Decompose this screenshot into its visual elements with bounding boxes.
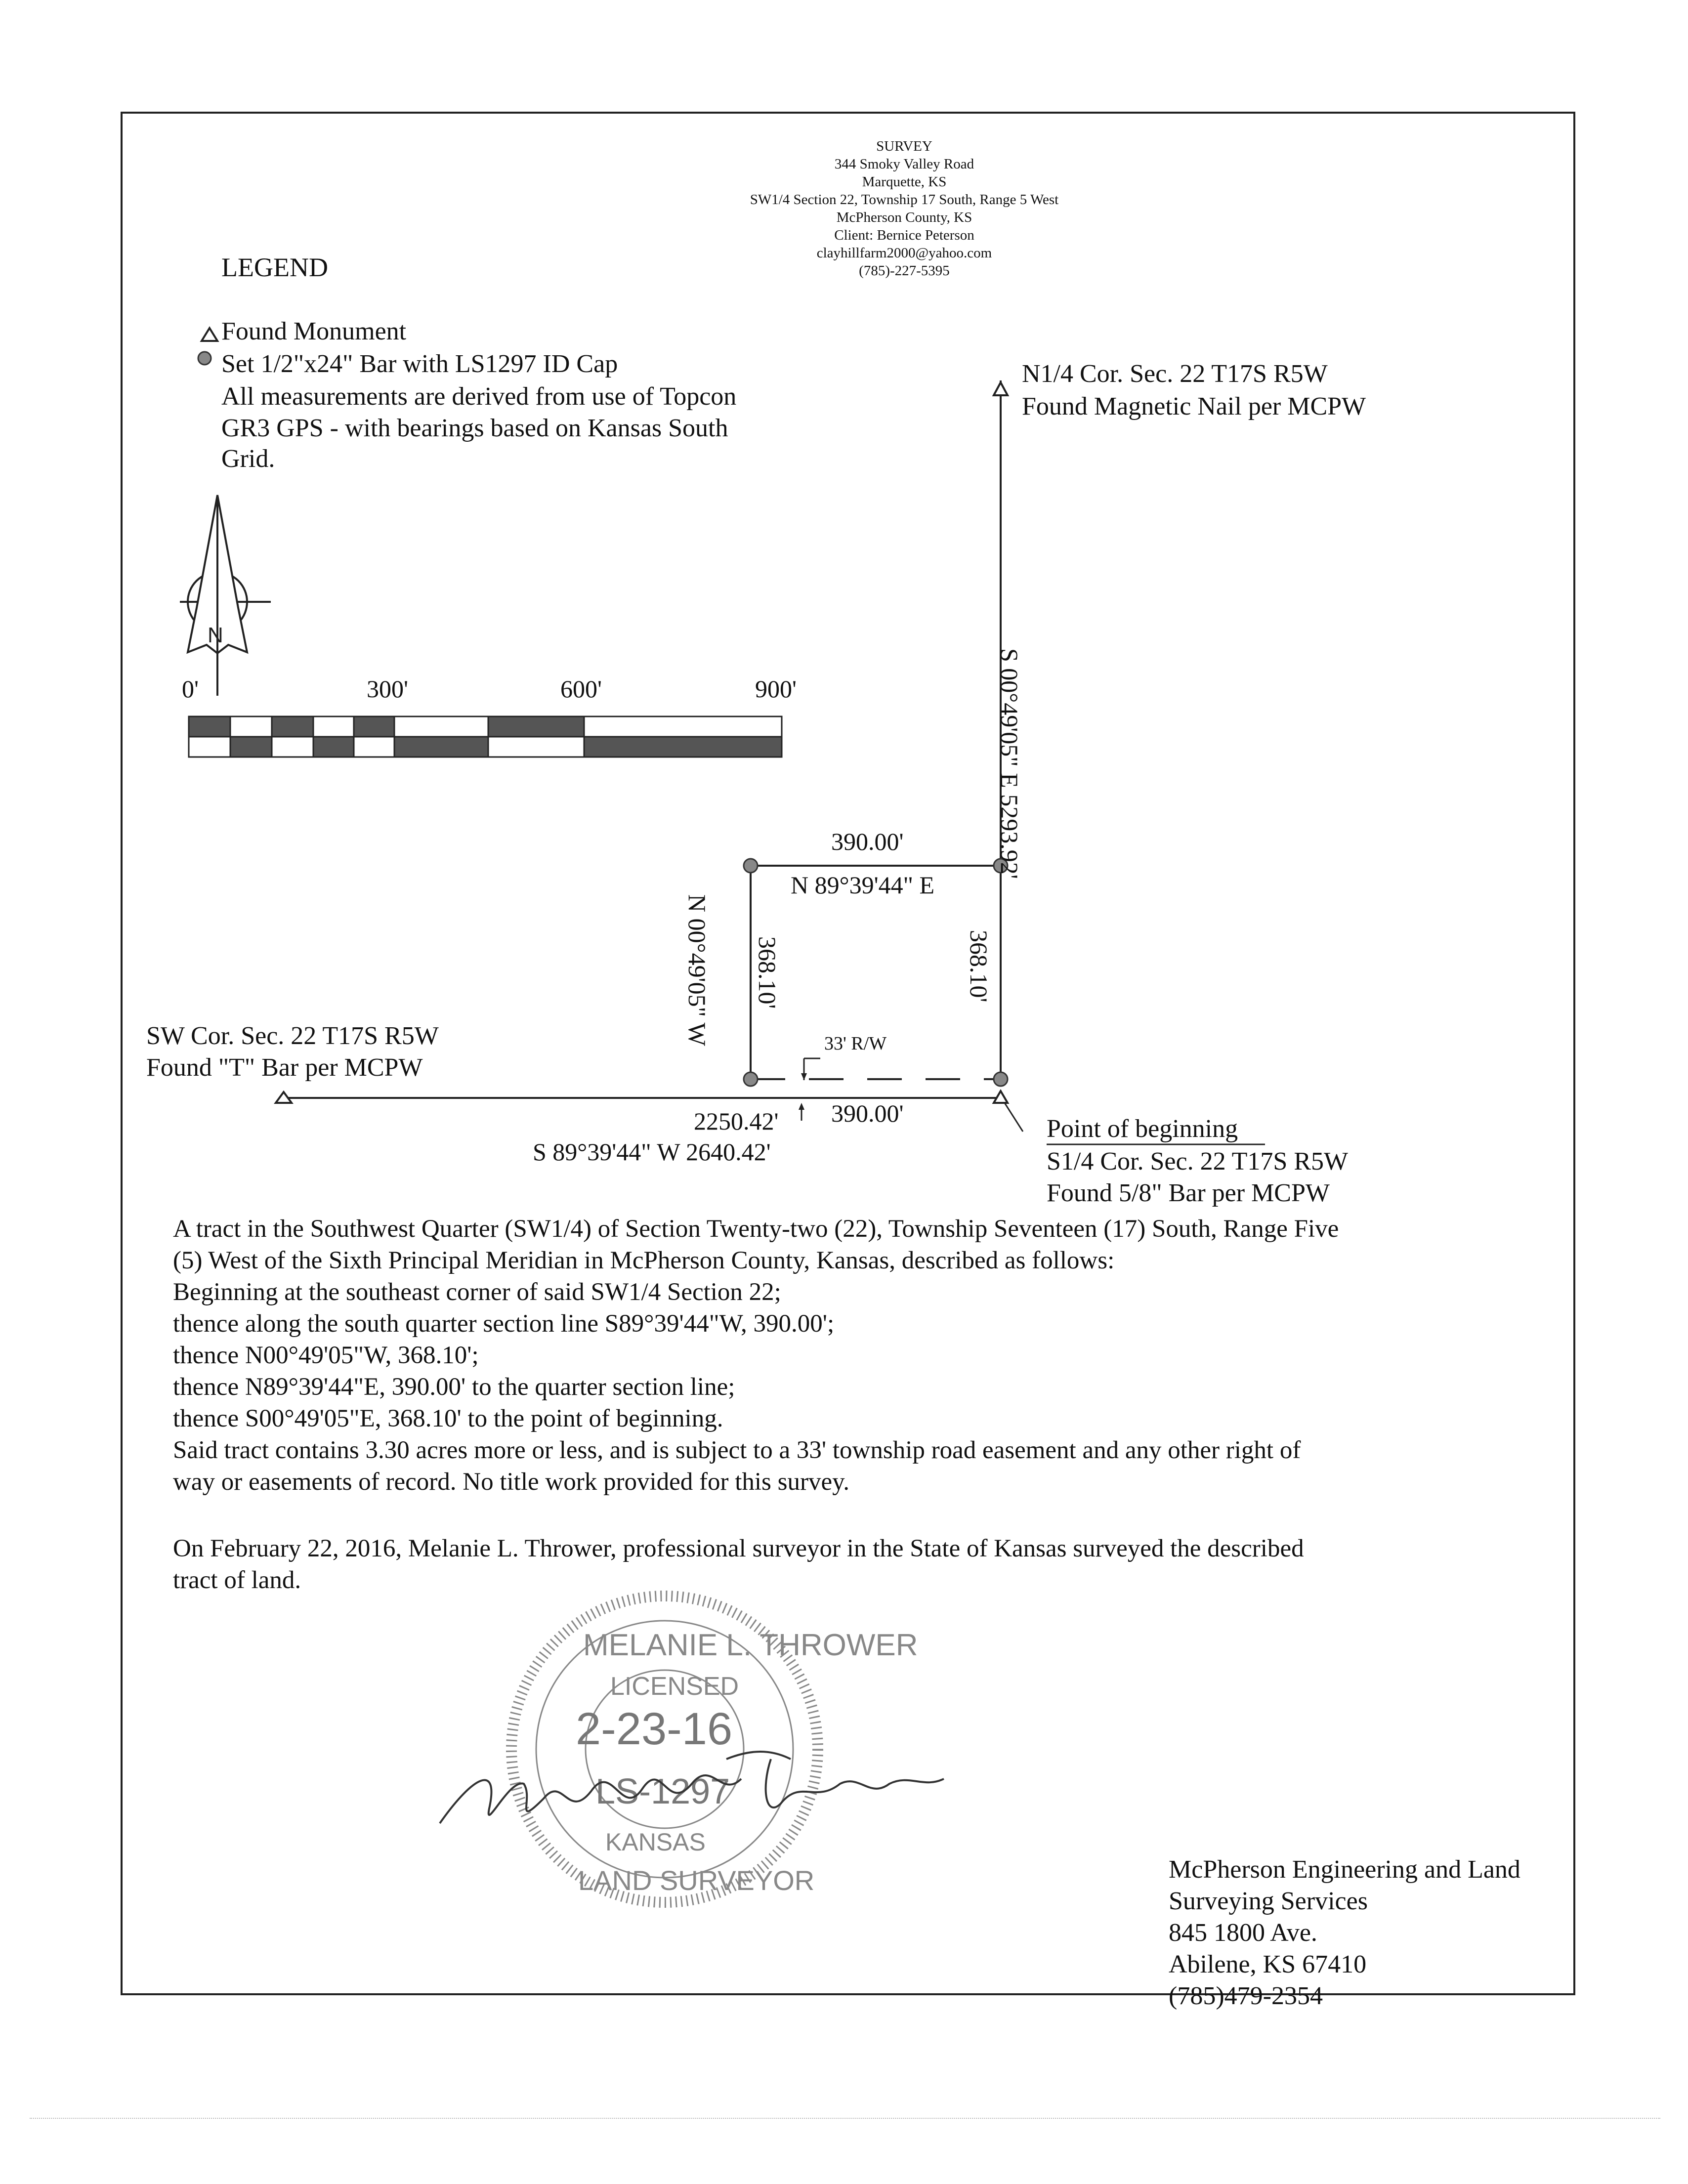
set-bar-marker: [744, 1072, 758, 1086]
sw-corner-note: Found "T" Bar per MCPW: [146, 1053, 423, 1082]
west-line-bearing: N 00°49'05" W: [683, 894, 711, 1046]
north-arrow-icon: [180, 495, 271, 696]
legend-set-bar: Set 1/2"x24" Bar with LS1297 ID Cap: [221, 350, 618, 378]
description-line: thence S00°49'05"E, 368.10' to the point of beginning.: [173, 1405, 723, 1432]
description-line: Beginning at the southeast corner of said SW1/4 Section 22;: [173, 1278, 781, 1306]
scale-bar: [189, 716, 782, 757]
legend-note-line: All measurements are derived from use of Topcon: [221, 382, 737, 411]
set-bar-marker: [994, 1072, 1008, 1086]
legal-description: [173, 1213, 1557, 1498]
company-address: 845 1800 Ave.: [1169, 1919, 1317, 1947]
company-name-cont: Surveying Services: [1169, 1887, 1368, 1915]
n-quarter-corner-note: Found Magnetic Nail per MCPW: [1022, 392, 1366, 420]
header-address: 344 Smoky Valley Road: [834, 156, 974, 172]
s-quarter-corner-note: Found 5/8" Bar per MCPW: [1047, 1179, 1330, 1207]
sw-corner-label: SW Cor. Sec. 22 T17S R5W: [146, 1022, 439, 1050]
header-phone: (785)-227-5395: [859, 263, 950, 279]
scan-edge-line: [30, 2118, 1660, 2119]
header-city: Marquette, KS: [862, 174, 947, 190]
dimension-arrow-icon: [799, 1103, 804, 1110]
north-arrow-letter: N: [208, 623, 223, 647]
n-quarter-monument-icon: [994, 382, 1008, 395]
seal-state: KANSAS: [605, 1828, 706, 1856]
point-of-beginning-label: Point of beginning: [1047, 1115, 1238, 1143]
east-line-length: 368.10': [965, 930, 993, 1003]
company-phone: (785)479-2354: [1169, 1982, 1323, 2010]
monument-triangle-icon: [202, 328, 217, 341]
section-line-label: S 00°49'05" E 5293.92': [996, 648, 1023, 879]
header-email: clayhillfarm2000@yahoo.com: [816, 245, 992, 261]
south-tract-segment: 390.00': [831, 1099, 904, 1127]
header-location: SW1/4 Section 22, Township 17 South, Range 5 West: [750, 192, 1059, 208]
description-line: thence N00°49'05"W, 368.10';: [173, 1342, 479, 1369]
description-line: thence N89°39'44"E, 390.00' to the quarter section line;: [173, 1373, 735, 1401]
description-line: A tract in the Southwest Quarter (SW1/4) of Section Twenty-two (22), Township Seventeen (17) South, Range Five: [173, 1215, 1339, 1243]
scale-label: 900': [755, 675, 797, 703]
legend-note-line: GR3 GPS - with bearings based on Kansas South: [221, 414, 728, 442]
company-city: Abilene, KS 67410: [1169, 1950, 1367, 1978]
row-arrow-icon: [801, 1073, 807, 1080]
seal-licensed: LICENSED: [610, 1672, 739, 1701]
south-line-total: S 89°39'44" W 2640.42': [533, 1138, 771, 1166]
n-quarter-corner-label: N1/4 Cor. Sec. 22 T17S R5W: [1022, 360, 1328, 388]
scale-label: 300': [367, 675, 409, 703]
description-line: Said tract contains 3.30 acres more or less, and is subject to a 33' township road easement and any other right of: [173, 1436, 1301, 1464]
south-west-segment: 2250.42': [694, 1107, 779, 1135]
set-bar-marker: [744, 859, 758, 873]
legend-title: LEGEND: [221, 252, 328, 282]
s-quarter-corner-label: S1/4 Cor. Sec. 22 T17S R5W: [1047, 1147, 1349, 1176]
scale-label: 600': [560, 675, 602, 703]
header-title: SURVEY: [876, 138, 932, 154]
header-client: Client: Bernice Peterson: [834, 227, 974, 243]
header-county: McPherson County, KS: [836, 210, 972, 225]
seal-license: LS-1297: [595, 1772, 730, 1811]
description-line: (5) West of the Sixth Principal Meridian in McPherson County, Kansas, described as follows:: [173, 1247, 1115, 1274]
scale-label: 0': [182, 675, 199, 703]
legend-found-monument: Found Monument: [221, 317, 407, 345]
north-line-length: 390.00': [831, 828, 904, 855]
company-block: [1169, 1854, 1520, 2012]
description-line: way or easements of record. No title work provided for this survey.: [173, 1468, 850, 1496]
north-line-bearing: N 89°39'44" E: [791, 871, 935, 899]
signature-text: Melanie Thrower: [534, 1765, 577, 1770]
description-line: thence along the south quarter section line S89°39'44"W, 390.00';: [173, 1310, 835, 1338]
set-bar-circle-icon: [198, 352, 211, 365]
pob-leader: [1005, 1103, 1023, 1132]
certification-line: tract of land.: [173, 1566, 301, 1594]
west-line-length: 368.10': [754, 936, 781, 1009]
legend-note-line: Grid.: [221, 445, 275, 473]
row-label: 33' R/W: [824, 1033, 887, 1054]
company-name: McPherson Engineering and Land: [1169, 1855, 1520, 1884]
certification-statement: [173, 1533, 1557, 1596]
seal-role: LAND SURVEYOR: [578, 1865, 815, 1896]
seal-name: MELANIE L. THROWER: [583, 1628, 918, 1662]
certification-line: On February 22, 2016, Melanie L. Thrower, professional surveyor in the State of Kansas surveyed the described: [173, 1535, 1304, 1562]
seal-date: 2-23-16: [576, 1704, 733, 1754]
